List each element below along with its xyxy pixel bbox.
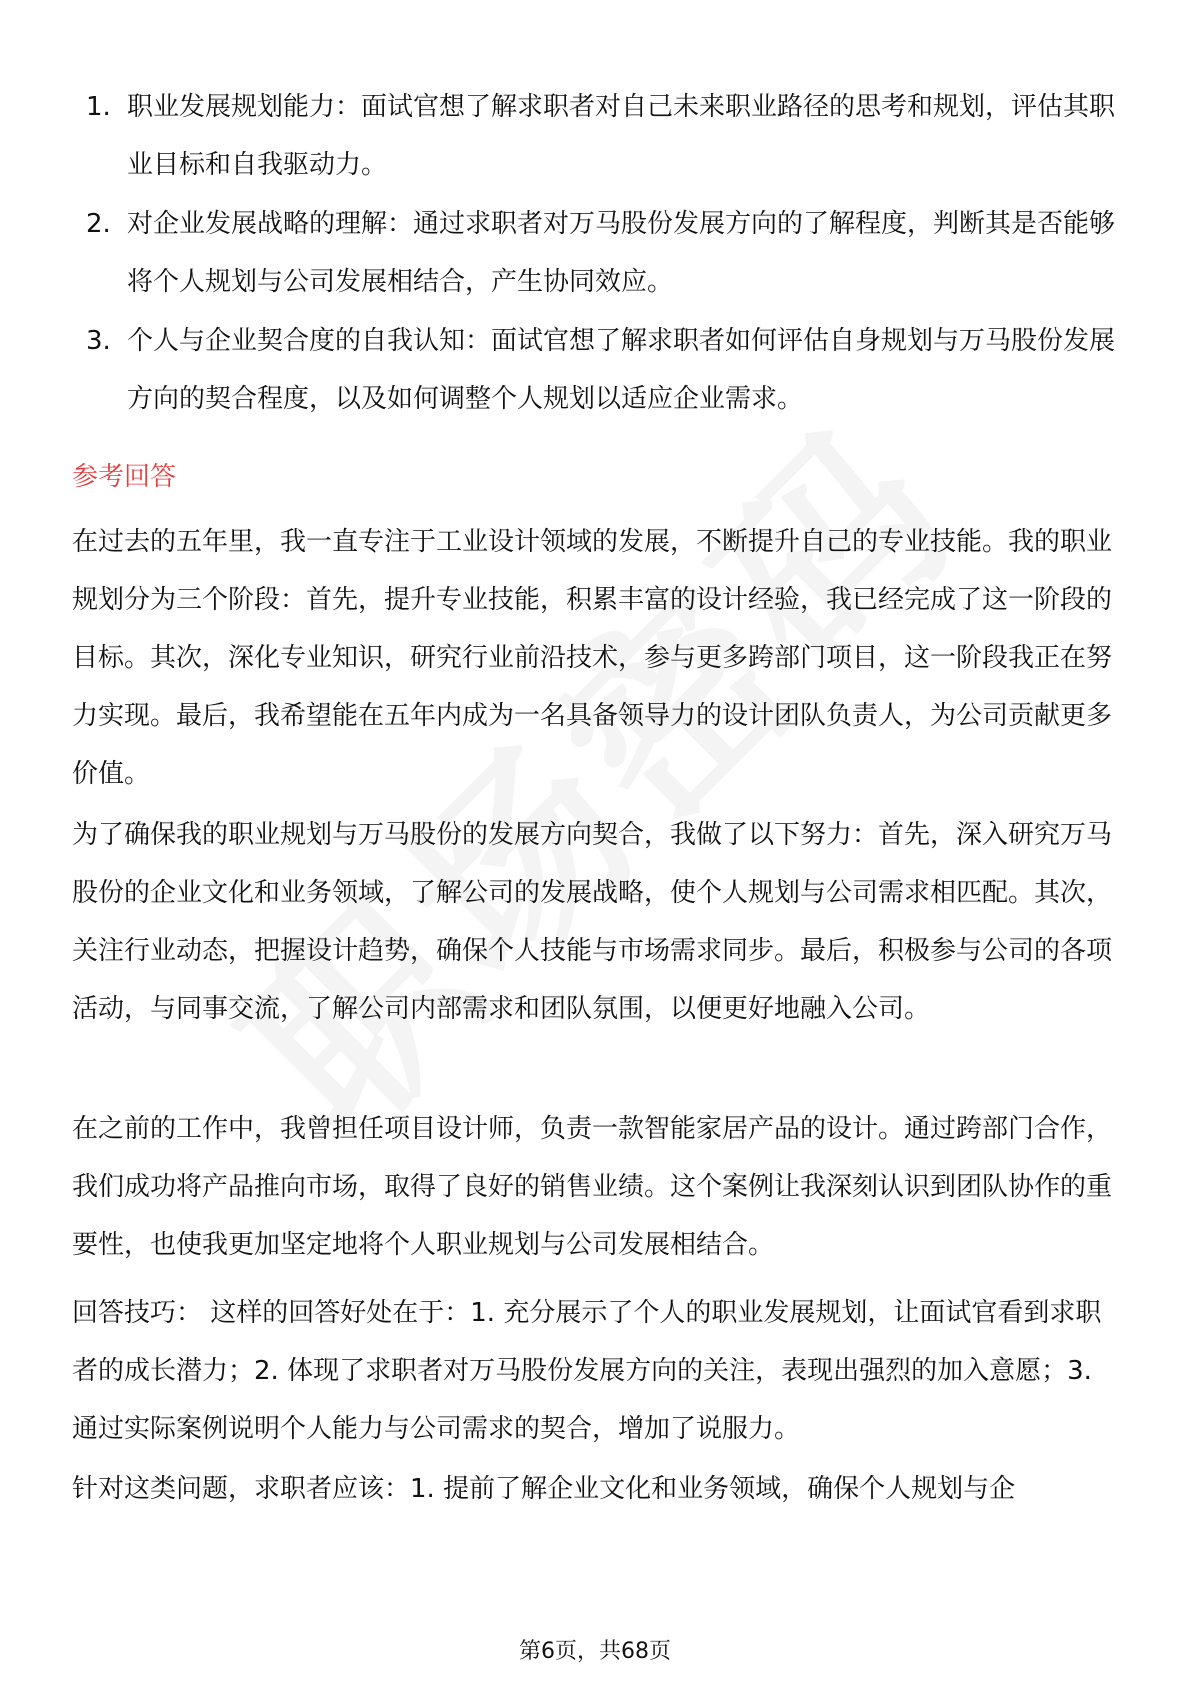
- list-item-text: 对企业发展战略的理解：通过求职者对万马股份发展方向的了解程度，判断其是否能够将个人规划与公司发展相结合，产生协同效应。: [127, 209, 1116, 297]
- list-item-text: 职业发展规划能力：面试官想了解求职者对自己未来职业路径的思考和规划，评估其职业目标和自我驱动力。: [127, 92, 1116, 180]
- list-item: [72, 78, 1117, 194]
- answer-paragraph: 在过去的五年里，我一直专注于工业设计领域的发展，不断提升自己的专业技能。我的职业规划分为三个阶段：首先，提升专业技能，积累丰富的设计经验，我已经完成了这一阶段的目标。其次，深化专业知识，研究行业前沿技术，参与更多跨部门项目，这一阶段我正在努力实现。最后，我希望能在五年内成为一名具备领导力的设计团队负责人，为公司贡献更多价值。: [72, 527, 1113, 789]
- list-item: [72, 195, 1117, 311]
- list-item-number: 3.: [86, 326, 111, 356]
- list-item-text: 个人与企业契合度的自我认知：面试官想了解求职者如何评估自身规划与万马股份发展方向的契合程度，以及如何调整个人规划以适应企业需求。: [127, 326, 1116, 414]
- page-number: 第6页，共68页: [519, 1639, 671, 1664]
- advice-paragraph: 针对这类问题，求职者应该：1. 提前了解企业文化和业务领域，确保个人规划与企: [72, 1474, 1016, 1504]
- list-item: [72, 312, 1117, 428]
- list-item-number: 2.: [86, 209, 111, 239]
- tips-paragraph: 回答技巧： 这样的回答好处在于：1. 充分展示了个人的职业发展规划，让面试官看到求职者的成长潜力；2. 体现了求职者对万马股份发展方向的关注，表现出强烈的加入意愿；3. 通过实际案例说明个人能力与公司需求的契合，增加了说服力。: [72, 1298, 1102, 1444]
- interview-intent-list: [72, 78, 1117, 429]
- answer-paragraph: 为了确保我的职业规划与万马股份的发展方向契合，我做了以下努力：首先，深入研究万马股份的企业文化和业务领域，了解公司的发展战略，使个人规划与公司需求相匹配。其次，关注行业动态，把握设计趋势，确保个人技能与市场需求同步。最后，积极参与公司的各项活动，与同事交流，了解公司内部需求和团队氛围，以便更好地融入公司。: [72, 820, 1113, 1024]
- answer-paragraph: 在之前的工作中，我曾担任项目设计师，负责一款智能家居产品的设计。通过跨部门合作，我们成功将产品推向市场，取得了良好的销售业绩。这个案例让我深刻认识到团队协作的重要性，也使我更加坚定地将个人职业规划与公司发展相结合。: [72, 1114, 1113, 1260]
- section-title: 参考回答: [72, 462, 177, 492]
- list-item-number: 1.: [86, 92, 111, 122]
